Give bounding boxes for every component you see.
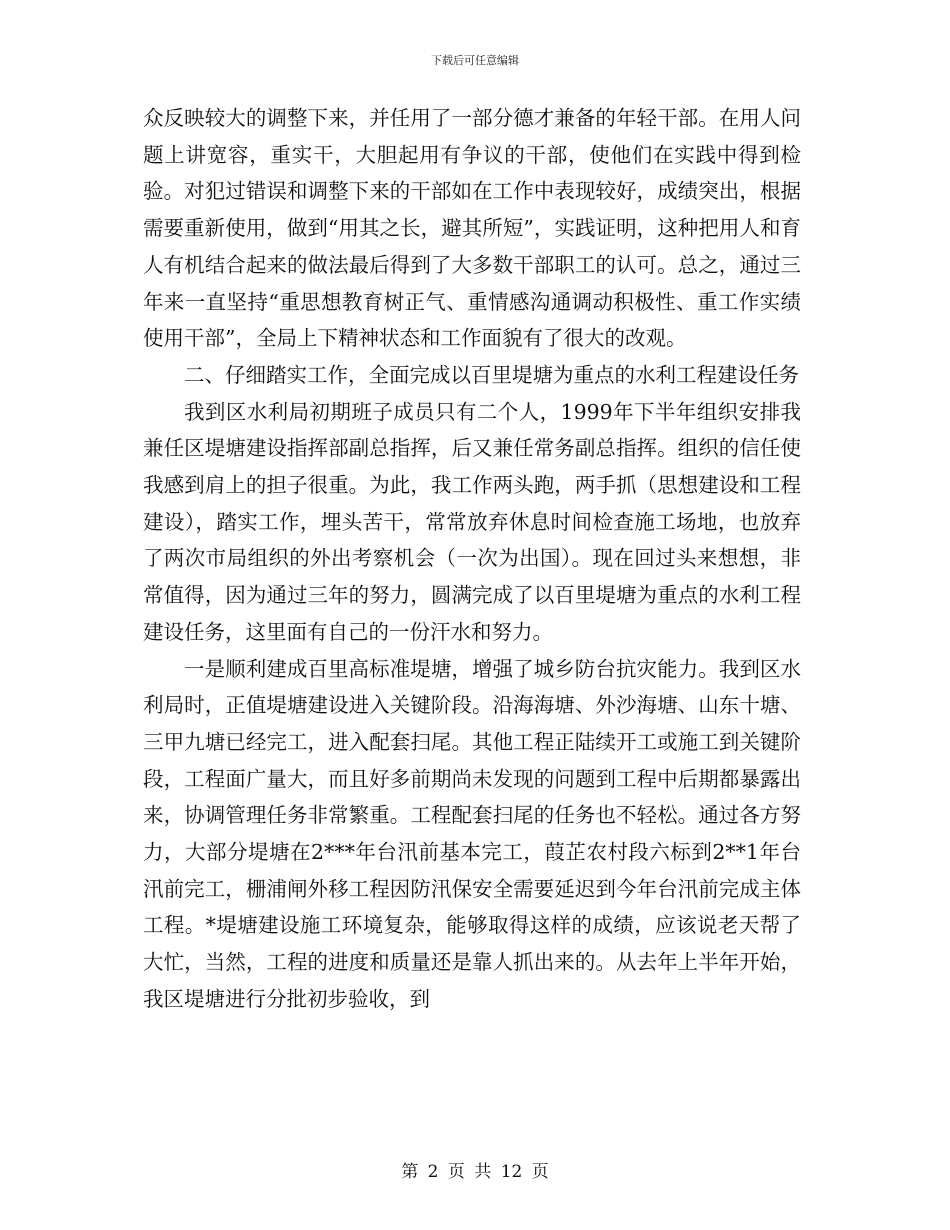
page-footer: 第 2 页 共 12 页 bbox=[401, 1162, 549, 1182]
paragraph: 一是顺利建成百里高标准堤塘，增强了城乡防台抗灾能力。我到区水利局时，正值堤塘建设进入关键阶段。沿海海塘、外沙海塘、山东十塘、三甲九塘已经完工，进入配套扫尾。其他工程正陆续开工或施工到关键阶段，工程面广量大，而且好多前期尚未发现的问题到工程中后期都暴露出来，协调管理任务非常繁重。工程配套扫尾的任务也不轻松。通过各方努力，大部分堤塘在2***年台汛前基本完工，葭芷农村段六标到2**1年台汛前完工，栅浦闸外移工程因防汛保安全需要延迟到今年台汛前完成主体工程。*堤塘建设施工环境复杂，能够取得这样的成绩，应该说老天帮了大忙，当然，工程的进度和质量还是靠人抓出来的。从去年上半年开始，我区堤塘进行分批初步验收，到 bbox=[143, 656, 801, 1011]
page-header: 下载后可任意编辑 bbox=[431, 54, 519, 67]
paragraph-continued: 众反映较大的调整下来，并任用了一部分德才兼备的年轻干部。在用人问题上讲宽容，重实干，大胆起用有争议的干部，使他们在实践中得到检验。对犯过错误和调整下来的干部如在工作中表现较好，成绩突出，根据需要重新使用，做到“用其之长，避其所短”，实践证明，这种把用人和育人有机结合起来的做法最后得到了大多数干部职工的认可。总之，通过三年来一直坚持“重思想教育树正气、重情感沟通调动积极性、重工作实绩使用干部”，全局上下精神状态和工作面貌有了很大的改观。 bbox=[143, 106, 801, 351]
section-heading: 二、仔细踏实工作，全面完成以百里堤塘为重点的水利工程建设任务 bbox=[184, 362, 799, 387]
paragraph: 我到区水利局初期班子成员只有二个人，1999年下半年组织安排我兼任区堤塘建设指挥部副总指挥，后又兼任常务副总指挥。组织的信任使我感到肩上的担子很重。为此，我工作两头跑，两手抓（思想建设和工程建设），踏实工作，埋头苦干，常常放弃休息时间检查施工场地，也放弃了两次市局组织的外出考察机会（一次为出国）。现在回过头来想想，非常值得，因为通过三年的努力，圆满完成了以百里堤塘为重点的水利工程建设任务，这里面有自己的一份汗水和努力。 bbox=[143, 399, 801, 644]
document-body bbox=[143, 100, 801, 1018]
